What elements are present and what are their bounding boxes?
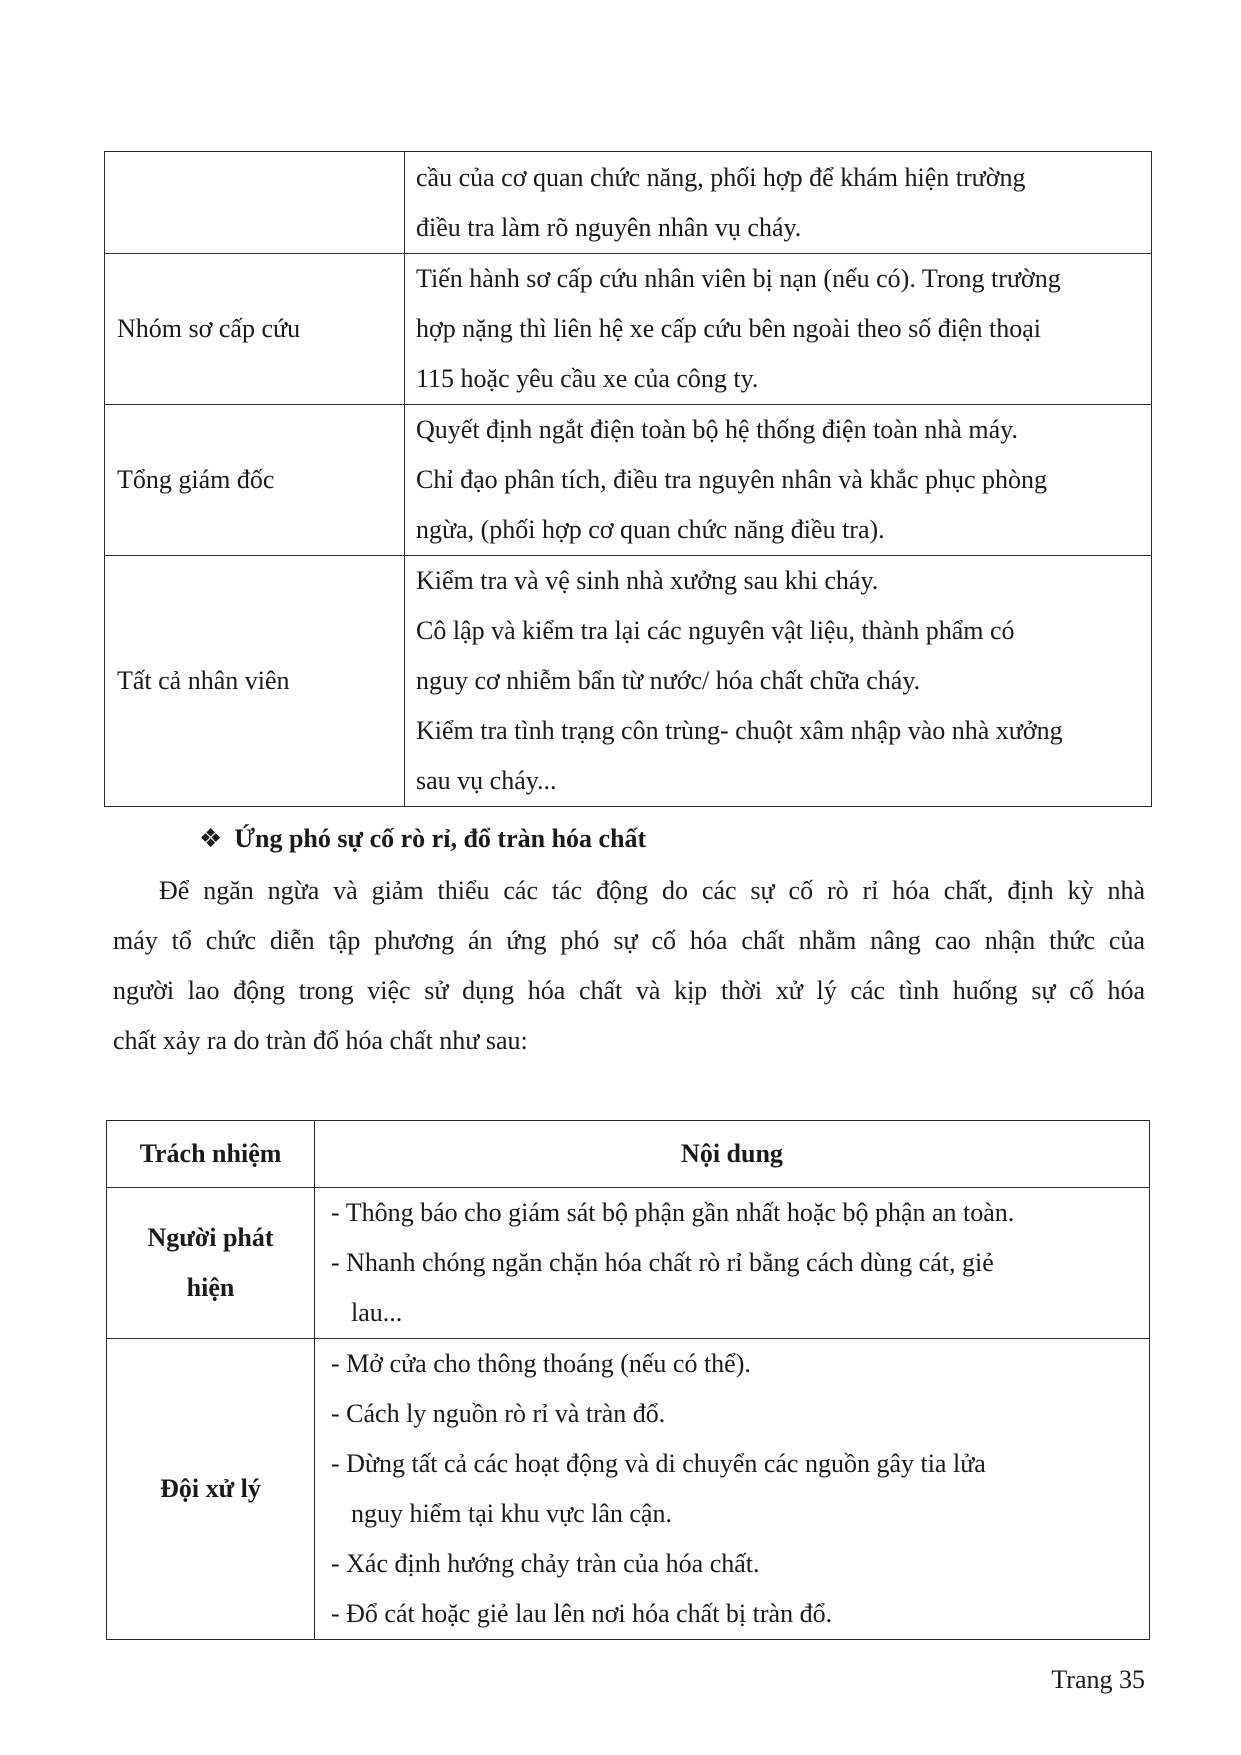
content-line: nguy hiểm tại khu vực lân cận.	[351, 1499, 672, 1528]
fire-response-table	[104, 151, 1152, 807]
duty-line: Cô lập và kiểm tra lại các nguyên vật liệu, thành phẩm có	[416, 616, 1015, 645]
duty-line: cầu của cơ quan chức năng, phối hợp để khám hiện trường	[416, 162, 1026, 192]
duty-cell	[405, 152, 1152, 254]
role-cell	[107, 1188, 315, 1339]
duty-line: Chỉ đạo phân tích, điều tra nguyên nhân và khắc phục phòng	[416, 465, 1048, 494]
content-line: - Dừng tất cả các hoạt động và di chuyển các nguồn gây tia lửa	[331, 1449, 986, 1478]
role-cell	[107, 1339, 315, 1640]
section-heading	[199, 819, 646, 859]
paragraph-line: chất xảy ra do tràn đổ hóa chất như sau:	[113, 1026, 528, 1055]
content-cell	[315, 1339, 1150, 1640]
duty-line: nguy cơ nhiễm bẩn từ nước/ hóa chất chữa cháy.	[416, 666, 921, 695]
duty-cell	[405, 254, 1152, 405]
duty-cell	[405, 405, 1152, 556]
intro-paragraph	[113, 866, 1145, 1066]
header-responsibility: Trách nhiệm	[107, 1121, 315, 1188]
duty-line: 115 hoặc yêu cầu xe của công ty.	[416, 364, 759, 393]
diamond-bullet-icon: ❖	[199, 824, 223, 853]
content-line: - Thông báo cho giám sát bộ phận gần nhất hoặc bộ phận an toàn.	[331, 1198, 1015, 1227]
duty-line: hợp nặng thì liên hệ xe cấp cứu bên ngoài theo số điện thoại	[416, 314, 1041, 343]
role-line: Người phát	[147, 1223, 274, 1252]
duty-line: điều tra làm rõ nguyên nhân vụ cháy.	[416, 212, 802, 242]
role-cell: Nhóm sơ cấp cứu	[105, 254, 405, 405]
chemical-spill-table	[106, 1120, 1150, 1640]
content-line: - Đổ cát hoặc giẻ lau lên nơi hóa chất bị tràn đổ.	[331, 1599, 833, 1628]
table-row	[105, 254, 1152, 405]
duty-line: ngừa, (phối hợp cơ quan chức năng điều tra).	[416, 515, 885, 544]
content-line: - Nhanh chóng ngăn chặn hóa chất rò rỉ bằng cách dùng cát, giẻ	[331, 1248, 994, 1277]
paragraph-line: máy tổ chức diễn tập phương án ứng phó sự cố hóa chất nhằm nâng cao nhận thức của	[113, 926, 1145, 955]
role-line: hiện	[186, 1273, 235, 1302]
duty-line: Kiểm tra và vệ sinh nhà xưởng sau khi cháy.	[416, 566, 879, 595]
table-row	[105, 405, 1152, 556]
duty-line: Tiến hành sơ cấp cứu nhân viên bị nạn (nếu có). Trong trường	[416, 264, 1061, 293]
role-cell: Tổng giám đốc	[105, 405, 405, 556]
duty-line: Quyết định ngắt điện toàn bộ hệ thống điện toàn nhà máy.	[416, 415, 1018, 444]
role-cell	[105, 152, 405, 254]
table-header-row	[107, 1121, 1150, 1188]
role-line: Đội xử lý	[160, 1474, 261, 1503]
content-cell	[315, 1188, 1150, 1339]
table-row	[105, 556, 1152, 807]
content-line: - Xác định hướng chảy tràn của hóa chất.	[331, 1549, 760, 1578]
header-content: Nội dung	[315, 1121, 1150, 1188]
role-cell: Tất cả nhân viên	[105, 556, 405, 807]
content-line: - Mở cửa cho thông thoáng (nếu có thể).	[331, 1349, 751, 1378]
content-line: - Cách ly nguồn rò rỉ và tràn đổ.	[331, 1399, 666, 1428]
duty-line: Kiểm tra tình trạng côn trùng- chuột xâm nhập vào nhà xưởng	[416, 716, 1063, 745]
section-heading-text: Ứng phó sự cố rò rỉ, đổ tràn hóa chất	[234, 824, 647, 853]
duty-line: sau vụ cháy...	[416, 766, 557, 795]
duty-cell	[405, 556, 1152, 807]
paragraph-line: Để ngăn ngừa và giảm thiểu các tác động do các sự cố rò rỉ hóa chất, định kỳ nhà	[159, 876, 1145, 905]
table-row	[107, 1188, 1150, 1339]
paragraph-line: người lao động trong việc sử dụng hóa chất và kịp thời xử lý các tình huống sự cố hóa	[113, 976, 1145, 1005]
page-number: Trang 35	[1051, 1665, 1145, 1694]
table-row	[107, 1339, 1150, 1640]
table-row	[105, 152, 1152, 254]
content-line: lau...	[351, 1298, 403, 1327]
